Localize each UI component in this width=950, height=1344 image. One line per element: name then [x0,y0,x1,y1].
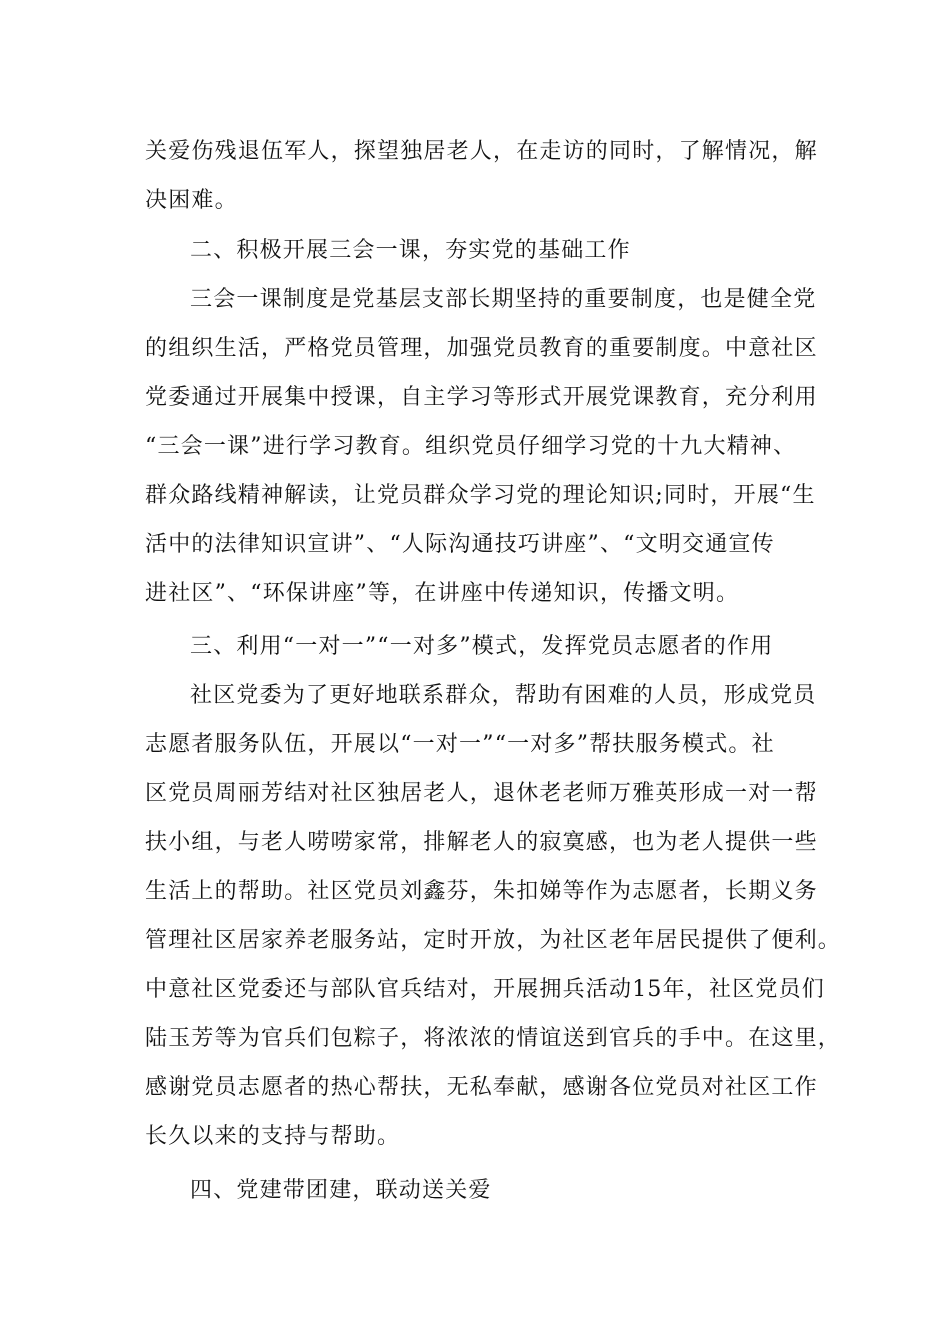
text-line: 的组织生活，严格党员管理，加强党员教育的重要制度。中意社区 [145,336,818,361]
text-line: 社区党委为了更好地联系群众，帮助有困难的人员，形成党员 [190,683,817,708]
text-line: 党委通过开展集中授课，自主学习等形式开展党课教育，充分利用 [145,385,818,410]
text-line: 生活上的帮助。社区党员刘鑫芬，朱扣娣等作为志愿者，长期义务 [145,879,818,904]
text-line: 活中的法律知识宣讲”、“人际沟通技巧讲座”、“文明交通宣传 [145,532,775,557]
text-line: 中意社区党委还与部队官兵结对，开展拥兵活动15年，社区党员们 [145,977,825,1002]
text-line: 三会一课制度是党基层支部长期坚持的重要制度，也是健全党 [190,287,817,312]
text-line: 决困难。 [145,188,238,213]
text-line: “三会一课”进行学习教育。组织党员仔细学习党的十九大精神、 [145,434,797,459]
text-line: 区党员周丽芳结对社区独居老人，退休老老师万雅英形成一对一帮 [145,781,818,806]
section-heading: 二、积极开展三会一课，夯实党的基础工作 [190,238,631,263]
text-line: 进社区”、“环保讲座”等，在讲座中传递知识，传播文明。 [145,581,740,606]
text-line: 扶小组，与老人唠唠家常，排解老人的寂寞感，也为老人提供一些 [145,830,818,855]
text-line: 管理社区居家养老服务站，定时开放，为社区老年居民提供了便利。 [145,928,842,953]
text-line: 感谢党员志愿者的热心帮扶，无私奉献，感谢各位党员对社区工作 [145,1075,818,1100]
section-heading: 三、利用“一对一”“一对多”模式，发挥党员志愿者的作用 [190,634,774,659]
text-line: 关爱伤残退伍军人，探望独居老人，在走访的同时，了解情况，解 [145,139,818,164]
text-line: 陆玉芳等为官兵们包粽子，将浓浓的情谊送到官兵的手中。在这里， [145,1026,842,1051]
text-line: 志愿者服务队伍，开展以“一对一”“一对多”帮扶服务模式。社 [145,732,775,757]
text-line: 长久以来的支持与帮助。 [145,1124,401,1149]
section-heading: 四、党建带团建，联动送关爱 [190,1178,492,1203]
text-line: 群众路线精神解读，让党员群众学习党的理论知识;同时，开展“生 [145,483,816,508]
